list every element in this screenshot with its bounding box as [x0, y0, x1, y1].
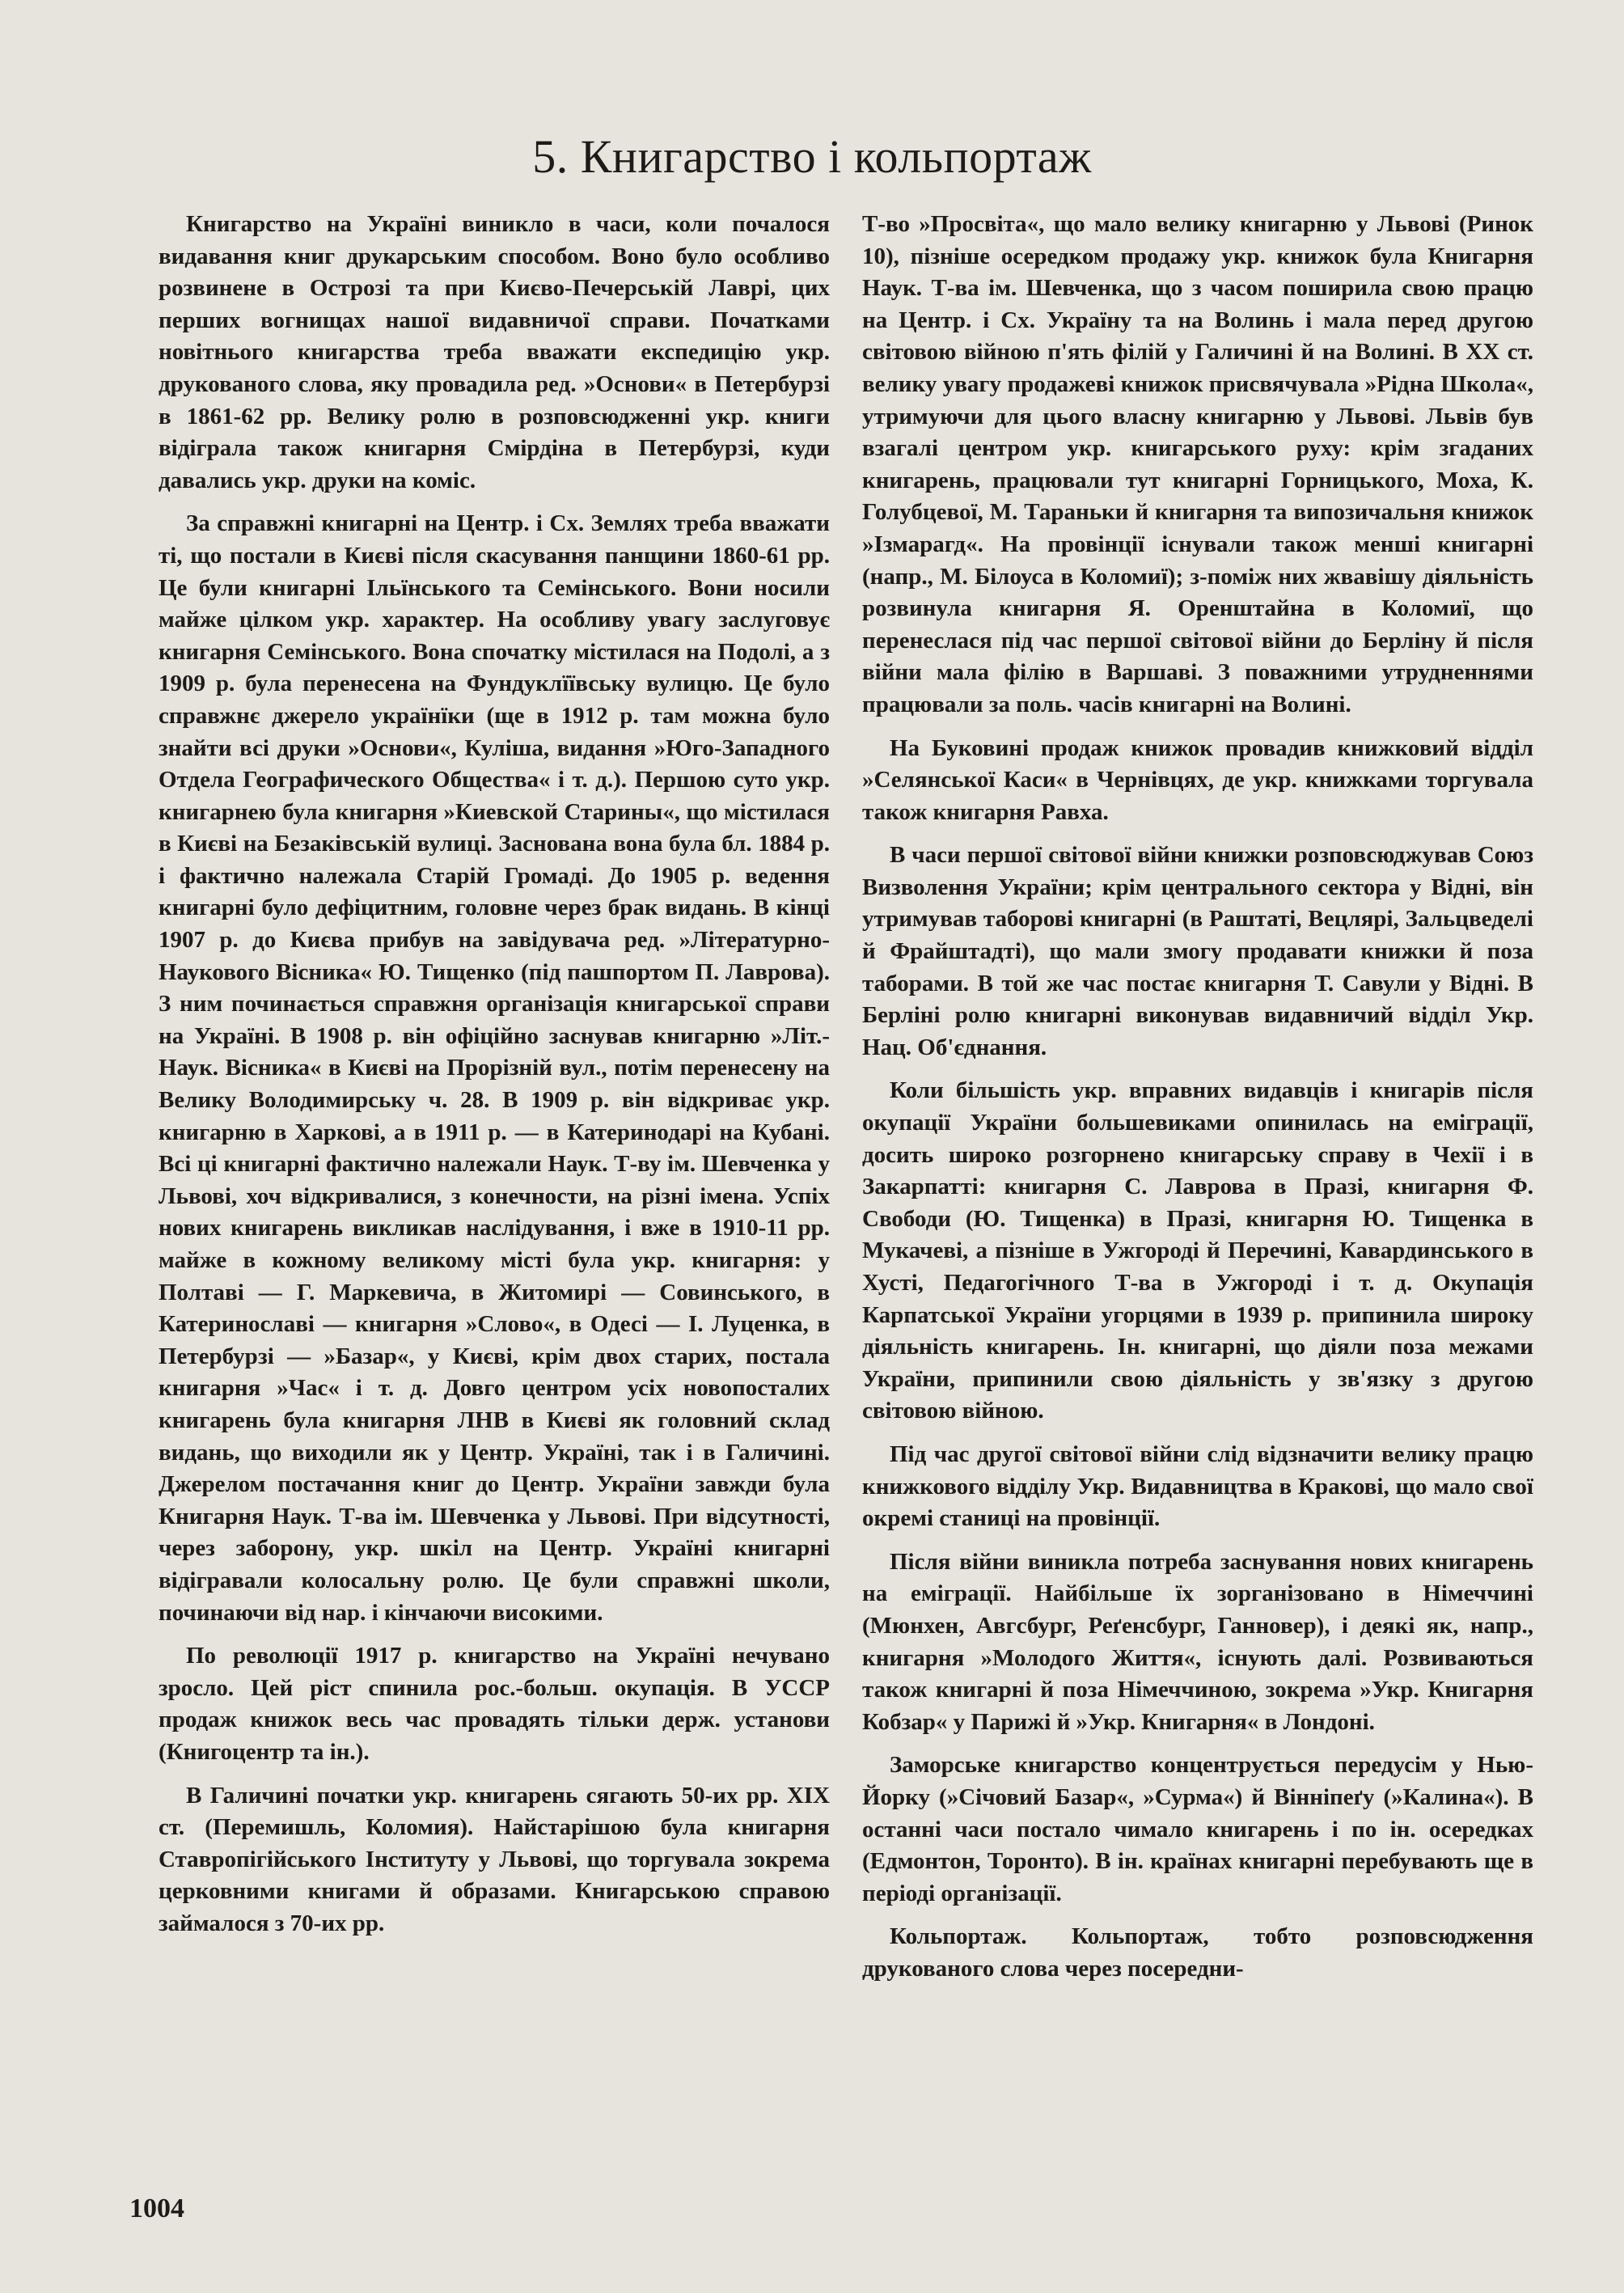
paragraph: На Буковині продаж книжок провадив книжковий відділ »Селянської Каси« в Чернівцях, де укр. книжками торгувала також книгарня Равха. — [862, 734, 1533, 825]
paragraph: Після війни виникла потреба заснування нових книгарень на еміграції. Найбільше їх зорганізовано в Німеччині (Мюнхен, Авгсбург, Реґенсбург, Ганновер), і деякі як, напр., книгарня »Молодого Життя«, існують далі. Розвиваються також книгарні й поза Німеччиною, зокрема »Укр. Книгарня Кобзар« у Парижі й »Укр. Книгарня« в Лондоні. — [862, 1548, 1533, 1735]
right-column — [862, 209, 1533, 1996]
paragraph: По революції 1917 р. книгарство на Україні нечувано зросло. Цей ріст спинила рос.-больш. окупація. В УССР продаж книжок весь час провадять тільки держ. установи (Книгоцентр та ін.). — [159, 1643, 830, 1765]
paragraph: Під час другої світової війни слід відзначити велику працю книжкового відділу Укр. Видавництва в Кракові, що мало свої окремі станиці на провінції. — [862, 1441, 1533, 1532]
paragraph: Кольпортаж. Кольпортаж, тобто розповсюдження друкованого слова через посередни- — [862, 1923, 1533, 1982]
paragraph: Т-во »Просвіта«, що мало велику книгарню у Львові (Ринок 10), пізніше осередком продажу укр. книжок була Книгарня Наук. Т-ва ім. Шевченка, що з часом поширила свою працю на Центр. і Сх. Україну та на Волинь і мала перед другою світовою війною п'ять філій у Галичині й на Волині. В XX ст. велику увагу продажеві книжок присвячувала »Рідна Школа«, утримуючи для цього власну книгарню у Львові. Львів був взагалі центром укр. книгарського руху: крім згаданих книгарень, працювали тут книгарні Горницького, Моха, К. Голубцевої, М. Тараньки й книгарня та випозичальня книжок »Ізмарагд«. На провінції існували також менші книгарні (напр., М. Білоуса в Коломиї); з-поміж них жвавішу діяльність розвинула книгарня Я. Оренштайна в Коломиї, що перенеслася під час першої світової війни до Берліну й після війни мала філію в Варшаві. З поважними утрудненнями працювали за поль. часів книгарні на Волині. — [862, 211, 1533, 717]
left-column — [159, 209, 830, 1951]
page-number: 1004 — [129, 2194, 184, 2223]
section-title: 5. Книгарство і кольпортаж — [532, 130, 1092, 183]
paragraph: В часи першої світової війни книжки розповсюджував Союз Визволення України; крім центрального сектора у Відні, він утримував таборові книгарні (в Раштаті, Вецлярі, Зальцведелі й Фрайштадті), що мали змогу продавати книжки й поза таборами. В той же час постає книгарня Т. Савули у Відні. В Берліні ролю книгарні виконував видавничий відділ Укр. Нац. Об'єднання. — [862, 842, 1533, 1060]
paragraph: Коли більшість укр. вправних видавців і книгарів після окупації України большевиками опинилась на еміграції, досить широко розгорнено книгарську справу в Чехії і в Закарпатті: книгарня С. Лаврова в Празі, книгарня Ф. Свободи (Ю. Тищенка) в Празі, книгарня Ю. Тищенка в Мукачеві, а пізніше в Ужгороді й Перечині, Кавардинського в Хусті, Педагогічного Т-ва в Ужгороді і т. д. Окупація Карпатської України угорцями в 1939 р. припинила широку діяльність книгарень. Ін. книгарні, що діяли поза межами України, припинили свою діяльність у зв'язку з другою світовою війною. — [862, 1077, 1533, 1424]
paragraph: Заморське книгарство концентрується передусім у Нью-Йорку (»Січовий Базар«, »Сурма«) й Вінніпеґу (»Калина«). В останні часи постало чимало книгарень і по ін. осередках (Едмонтон, Торонто). В ін. країнах книгарні перебувають ще в періоді організації. — [862, 1752, 1533, 1906]
paragraph: Книгарство на Україні виникло в часи, коли почалося видавання книг друкарським способом. Воно було особливо розвинене в Острозі та при Києво-Печерській Лаврі, цих перших вогнищах нашої видавничої справи. Початками новітнього книгарства треба вважати експедицію укр. друкованого слова, яку провадила ред. »Основи« в Петербурзі в 1861-62 рр. Велику ролю в розповсюдженні укр. книги відіграла також книгарня Смірдіна в Петербурзі, куди давались укр. друки на коміс. — [159, 211, 830, 493]
paragraph: В Галичині початки укр. книгарень сягають 50-их рр. XIX ст. (Перемишль, Коломия). Найстарішою була книгарня Ставропігійського Інституту у Львові, що торгувала зокрема церковними книгами й образами. Книгарською справою займалося з 70-их рр. — [159, 1782, 830, 1936]
paragraph: За справжні книгарні на Центр. і Сх. Землях треба вважати ті, що постали в Києві після скасування панщини 1860-61 рр. Це були книгарні Ільїнського та Семінського. Вони носили майже цілком укр. характер. На особливу увагу заслуговує книгарня Семінського. Вона спочатку містилася на Подолі, а з 1909 р. була перенесена на Фундуклїївську вулицю. Це було справжнє джерело українїки (ще в 1912 р. там можна було знайти всі друки »Основи«, Куліша, видання »Юго-Западного Отдела Географического Общества« і т. д.). Першою суто укр. книгарнею була книгарня »Киевской Старины«, що містилася в Києві на Безаківській вулиці. Заснована вона була бл. 1884 р. і фактично належала Старій Громаді. До 1905 р. ведення книгарні було дефіцитним, головне через брак видань. В кінці 1907 р. до Києва прибув на завідувача ред. »Літературно-Наукового Вісника« Ю. Тищенко (під пашпортом П. Лаврова). З ним починається справжня організація книгарської справи на Україні. В 1908 р. він офіційно заснував книгарню »Літ.-Наук. Вісника« в Києві на Прорізній вул., потім перенесену на Велику Володимирську ч. 28. В 1909 р. він відкриває укр. книгарню в Харкові, а в 1911 р. — в Катеринодарі на Кубані. Всі ці книгарні фактично належали Наук. Т-ву ім. Шевченка у Львові, хоч відкривалися, з конечности, на різні імена. Успіх нових книгарень викликав наслідування, і вже в 1910-11 рр. майже в кожному великому місті була укр. книгарня: у Полтаві — Г. Маркевича, в Житомирі — Совинського, в Катеринославі — книгарня »Слово«, в Одесі — І. Луценка, в Петербурзі — »Базар«, у Києві, крім двох старих, постала книгарня »Час« і т. д. Довго центром усіх новопосталих книгарень була книгарня ЛНВ в Києві як головний склад видань, що виходили як у Центр. Україні, так і в Галичині. Джерелом постачання книг до Центр. України завжди була Книгарня Наук. Т-ва ім. Шевченка у Львові. При відсутності, через заборону, укр. шкіл на Центр. Україні книгарні відігравали колосальну ролю. Це були справжні школи, починаючи від нар. і кінчаючи високими. — [159, 510, 830, 1626]
